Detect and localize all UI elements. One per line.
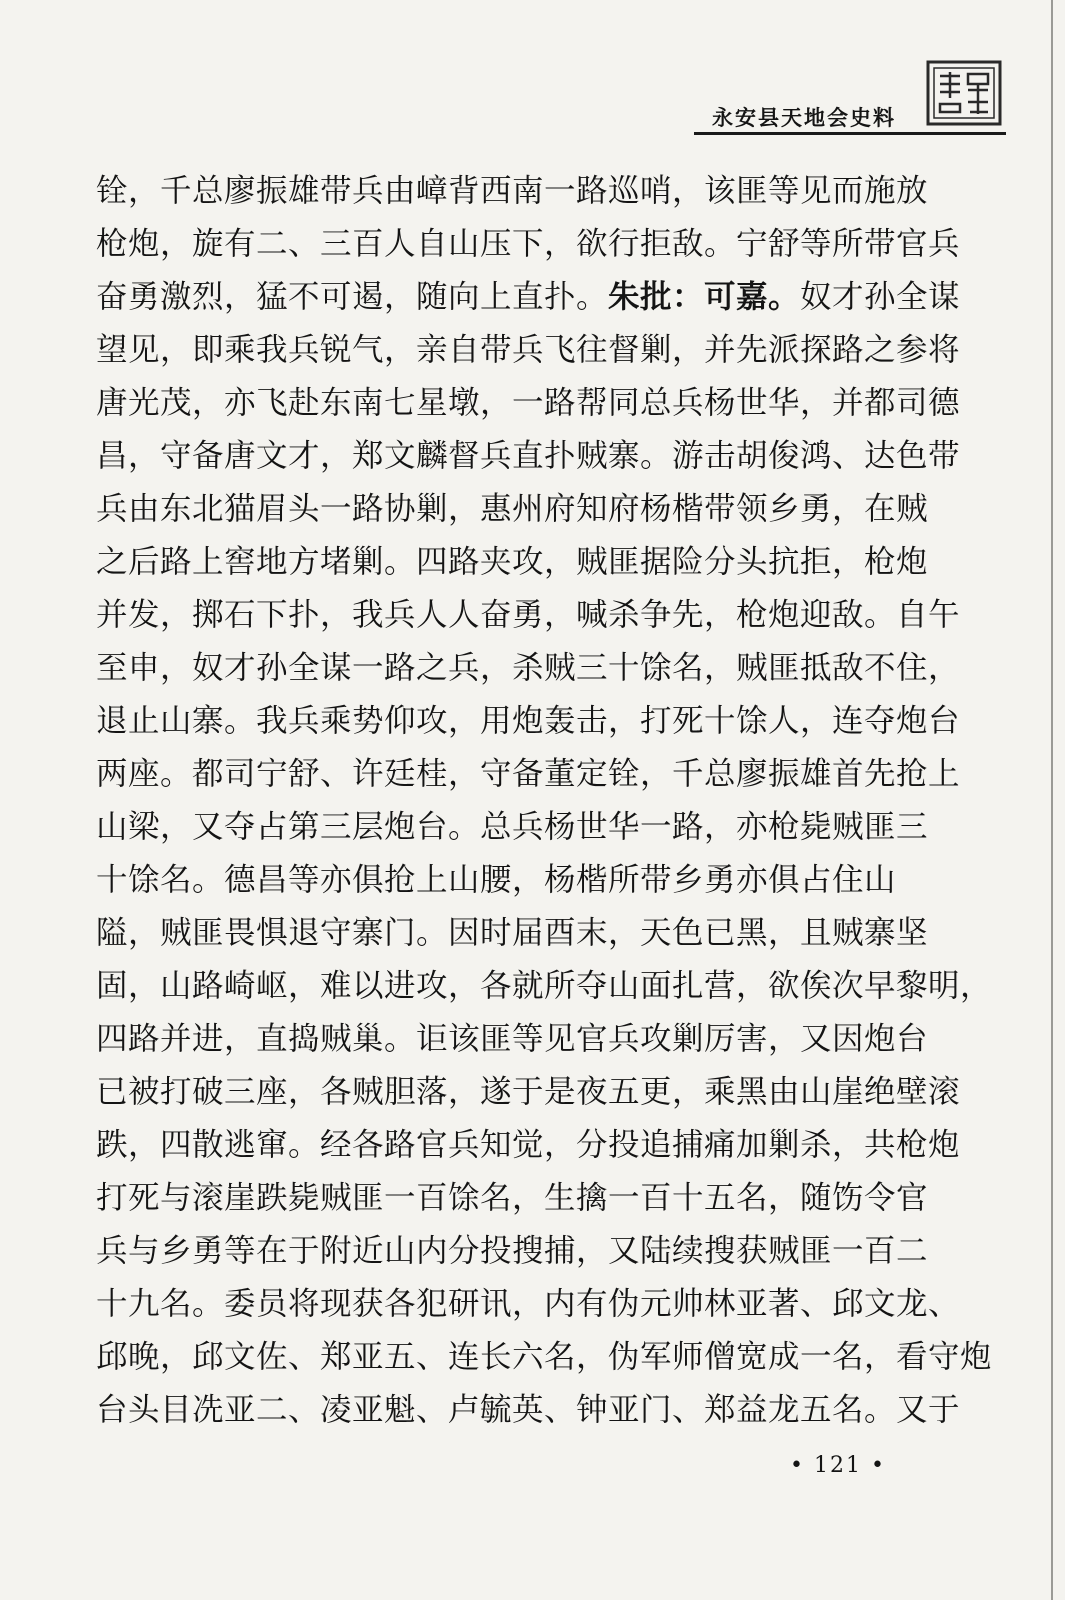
page-header bbox=[96, 60, 1006, 142]
seal-stamp-icon bbox=[926, 60, 1002, 126]
text-line: 邱晚，邱文佐、郑亚五、连长六名，伪军师僧宽成一名，看守炮 bbox=[96, 1339, 993, 1375]
text-line: 望见，即乘我兵锐气，亲自带兵飞往督剿，并先派探路之参将 bbox=[96, 332, 961, 368]
text-line: 打死与滚崖跌毙贼匪一百馀名，生擒一百十五名，随饬令官 bbox=[96, 1180, 929, 1216]
text-line: 之后路上窖地方堵剿。四路夹攻，贼匪据险分头抗拒，枪炮 bbox=[96, 544, 929, 580]
text-segment: 奋勇激烈，猛不可遏，随向上直扑。 bbox=[96, 279, 609, 315]
text-line: 山梁，又夺占第三层炮台。总兵杨世华一路，亦枪毙贼匪三 bbox=[96, 809, 929, 845]
header-rule bbox=[694, 132, 1006, 135]
text-line: 固，山路崎岖，难以进攻，各就所夺山面扎营，欲俟次早黎明， bbox=[96, 968, 993, 1004]
text-line bbox=[96, 271, 961, 324]
text-line: 隘，贼匪畏惧退守寨门。因时届酉末，天色已黑，且贼寨坚 bbox=[96, 915, 929, 951]
text-line: 并发，掷石下扑，我兵人人奋勇，喊杀争先，枪炮迎敌。自午 bbox=[96, 597, 961, 633]
text-line: 兵由东北猫眉头一路协剿，惠州府知府杨楷带领乡勇，在贼 bbox=[96, 491, 929, 527]
text-line: 十馀名。德昌等亦俱抢上山腰，杨楷所带乡勇亦俱占住山 bbox=[96, 862, 897, 898]
text-segment: 奴才孙全谋 bbox=[800, 279, 961, 315]
vermilion-rescript: 朱批：可嘉。 bbox=[608, 279, 801, 315]
text-line: 十九名。委员将现获各犯研讯，内有伪元帅林亚著、邱文龙、 bbox=[96, 1286, 961, 1322]
text-line: 昌，守备唐文才，郑文麟督兵直扑贼寨。游击胡俊鸿、达色带 bbox=[96, 438, 961, 474]
text-line: 两座。都司宁舒、许廷桂，守备董定铨，千总廖振雄首先抢上 bbox=[96, 756, 961, 792]
text-line: 兵与乡勇等在于附近山内分投搜捕，又陆续搜获贼匪一百二 bbox=[96, 1233, 929, 1269]
page-number: • 121 • bbox=[790, 1453, 886, 1478]
text-line: 跌，四散逃窜。经各路官兵知觉，分投追捕痛加剿杀，共枪炮 bbox=[96, 1127, 961, 1163]
body-text bbox=[96, 165, 993, 1437]
page-edge bbox=[1051, 0, 1053, 1600]
text-line: 已被打破三座，各贼胆落，遂于是夜五更，乘黑由山崖绝壁滚 bbox=[96, 1074, 961, 1110]
text-line: 退止山寨。我兵乘势仰攻，用炮轰击，打死十馀人，连夺炮台 bbox=[96, 703, 961, 739]
running-header-title: 永安县天地会史料 bbox=[712, 106, 896, 130]
text-line: 台头目冼亚二、凌亚魁、卢毓英、钟亚门、郑益龙五名。又于 bbox=[96, 1392, 961, 1428]
text-line: 四路并进，直捣贼巢。讵该匪等见官兵攻剿厉害，又因炮台 bbox=[96, 1021, 929, 1057]
text-line: 至申，奴才孙全谋一路之兵，杀贼三十馀名，贼匪抵敌不住， bbox=[96, 650, 961, 686]
text-line: 枪炮，旋有二、三百人自山压下，欲行拒敌。宁舒等所带官兵 bbox=[96, 226, 961, 262]
text-line: 铨，千总廖振雄带兵由嶂背西南一路巡哨，该匪等见而施放 bbox=[96, 173, 929, 209]
text-line: 唐光茂，亦飞赴东南七星墩，一路帮同总兵杨世华，并都司德 bbox=[96, 385, 961, 421]
